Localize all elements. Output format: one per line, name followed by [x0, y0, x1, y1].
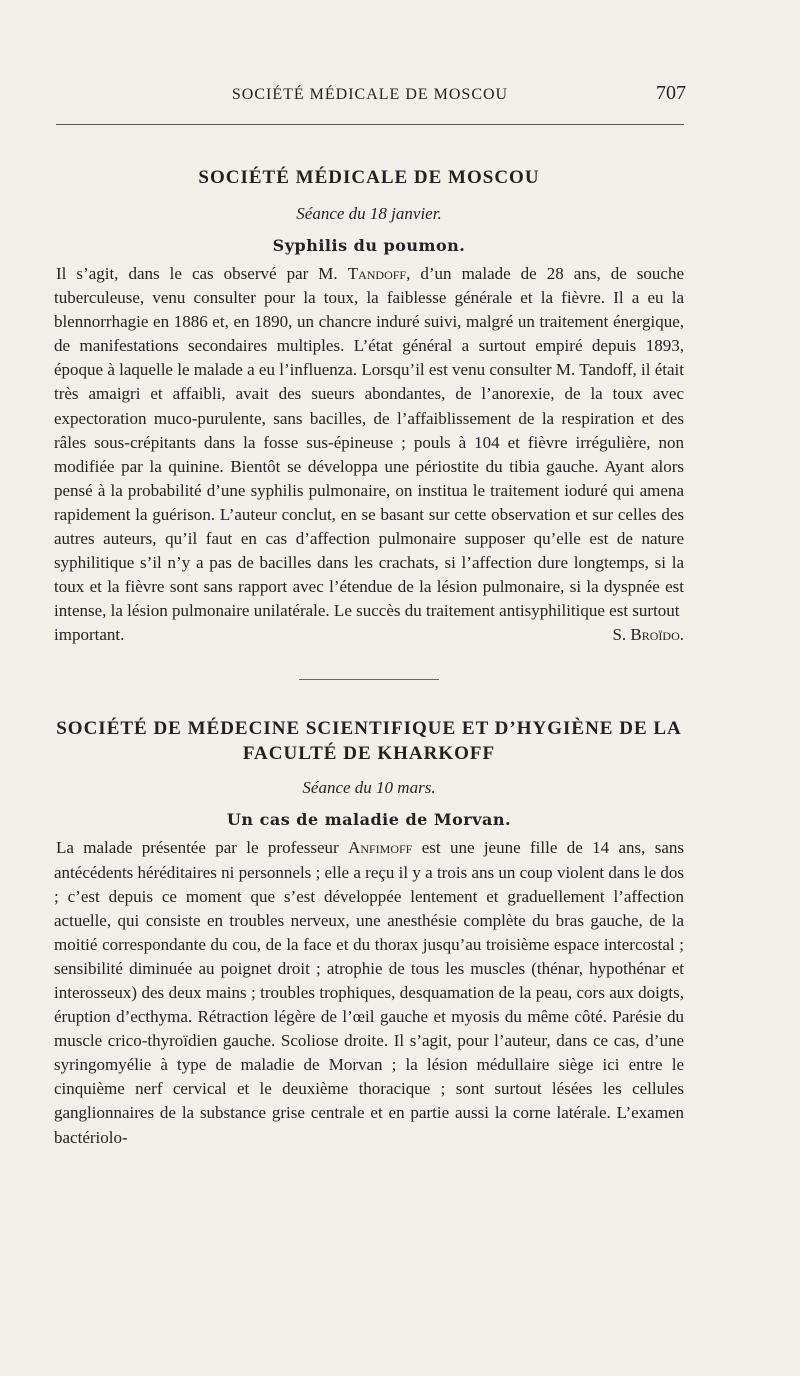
body-text-start: Il s’agit, dans le cas observé par M.	[56, 264, 348, 283]
author-name: Tandoff	[347, 264, 407, 283]
body-text-rest: , d’un malade de 28 ans, de souche tuberculeuse, venu consulter pour la toux, la faiblesse générale et la fièvre. Il a eu la blennorrhagie en 1886 et, en 1890, un chancre induré suivi, malgré un traitement énergique, de manifestations secondaires multiples. L’état général a surtout empiré depuis 1893, époque à laquelle le malade a eu l’influenza. Lorsqu’il est venu consulter M. Tandoff, il était très amaigri et affaibli, avait des sueurs abondantes, de l’anorexie, de la toux avec expectoration muco-purulente, sans bacilles, de l’affaiblissement de la respiration et des râles sous-crépitants dans la fosse sus-épineuse ; pouls à 104 et fièvre irrégulière, non modifiée par la quinine. Bientôt se développa une périostite du tibia gauche. Ayant alors pensé à la probabilité d’une syphilis pulmonaire, on institua le traitement ioduré qui amena rapidement la guérison. L’auteur conclut, en se basant sur cette observation et sur celles des autres auteurs, qu’il faut en cas d’affection pulmonaire supposer qu’elle est de nature syphilitique s’il n’y a pas de bacilles dans les crachats, si l’affection dure longtemps, si la toux et la fièvre sont sans rapport avec l’étendue de la lésion pulmonaire, si la dyspnée est intense, la lésion pulmonaire unilatérale. Le succès du traitement antisyphilitique est surtout	[54, 264, 685, 621]
body-paragraph	[54, 262, 684, 623]
running-head	[54, 82, 686, 110]
section-kharkoff-society	[54, 716, 684, 1149]
body-text-rest: est une jeune fille de 14 ans, sans antécédents héréditaires ni personnels ; elle a reçu il y a trois ans un coup violent dans le dos ; c’est depuis ce moment que s’est développée lentement et graduellement l’affection actuelle, qui consiste en troubles nerveux, une anesthésie complète du bras gauche, de la moitié correspondante du cou, de la face et du thorax jusqu’au troisième espace intercostal ; sensibilité diminuée au poignet droit ; atrophie de tous les muscles (thénar, hypothénar et interosseux) des deux mains ; troubles trophiques, desquamation de la peau, cors aux doigts, éruption d’ecthyma. Rétraction légère de l’œil gauche et myosis du même côté. Parésie du muscle crico-thyroïdien gauche. Scoliose droite. Il s’agit, pour l’auteur, dans ce cas, d’une syringomyélie à type de maladie de Morvan ; la lésion médullaire siège ici entre le cinquième nerf cervical et le deuxième thoracique ; sont surtout lésées les cellules ganglionnaires de la substance grise centrale et en partie aussi la corne latérale. L’examen bactériolo-	[54, 838, 684, 1147]
body-paragraph	[54, 836, 684, 1149]
society-heading: SOCIÉTÉ MÉDICALE DE MOSCOU	[198, 167, 540, 188]
subject-title: Un cas de maladie de Morvan.	[226, 810, 512, 830]
signature: S. Broïdo.	[612, 625, 684, 645]
body-text-start: La malade présentée par le professeur	[56, 838, 349, 858]
society-heading: SOCIÉTÉ DE MÉDECINE SCIENTIFIQUE ET D’HYGIÈNE DE LA FACULTÉ DE KHARKOFF	[56, 718, 682, 765]
author-name: Anfimoff	[348, 838, 413, 858]
section-separator	[299, 679, 439, 680]
page-number: 707	[656, 82, 686, 104]
header-rule	[56, 124, 684, 125]
running-title: SOCIÉTÉ MÉDICALE DE MOSCOU	[231, 86, 509, 103]
closing-word: important.	[54, 625, 125, 645]
page-content	[54, 164, 684, 1150]
session-date: Séance du 10 mars.	[302, 778, 436, 798]
section-moscow-society	[54, 164, 684, 647]
subject-title: Syphilis du poumon.	[272, 236, 466, 255]
session-date: Séance du 18 janvier.	[296, 204, 442, 223]
closing-line	[54, 623, 684, 647]
